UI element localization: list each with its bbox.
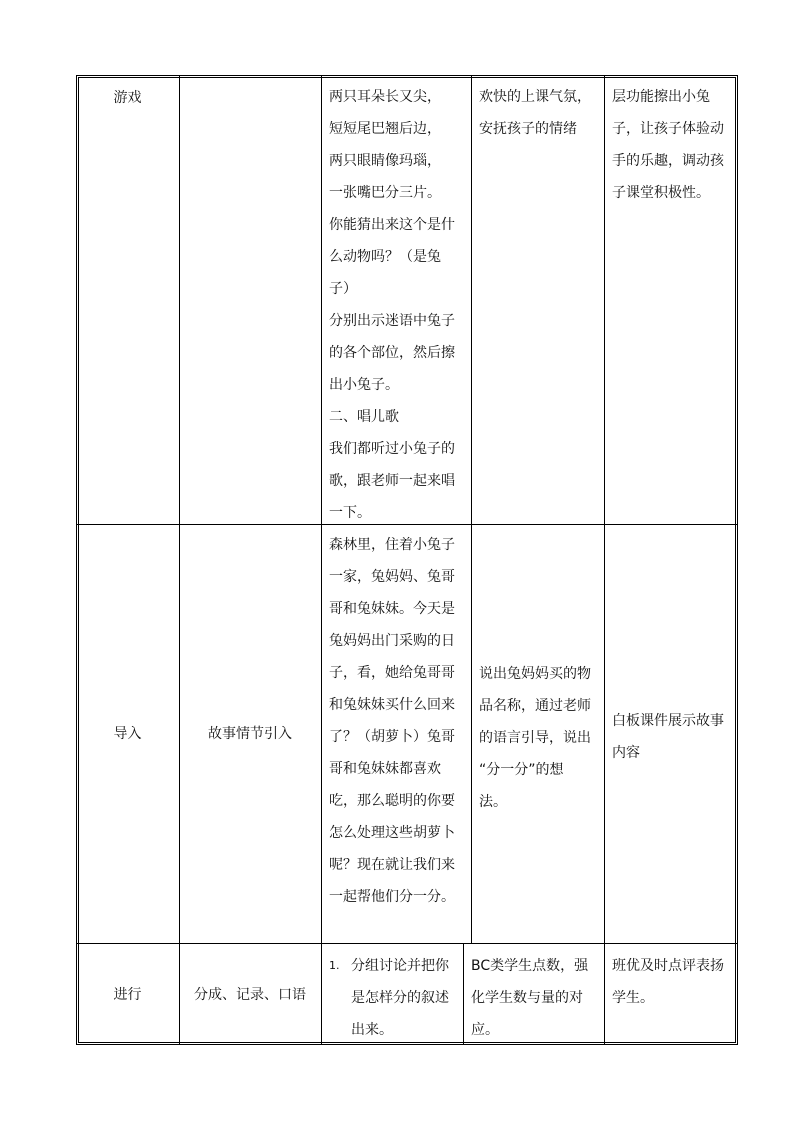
table-row-2-stage bbox=[76, 525, 179, 943]
text-line: 子，让孩子体验动 bbox=[612, 121, 724, 137]
text-line: 品名称，通过老师 bbox=[479, 698, 591, 714]
text-line: 分组讨论并把你 bbox=[351, 958, 449, 974]
text-line: 手的乐趣，调动孩 bbox=[612, 153, 724, 169]
text-line: 白板课件展示故事 bbox=[612, 713, 724, 729]
text-line: 我们都听过小兔子的 bbox=[329, 441, 455, 457]
text-line: 呢？现在就让我们来 bbox=[329, 857, 455, 873]
table-row-2-activity bbox=[179, 525, 321, 943]
text-line: 化学生数与量的对 bbox=[471, 990, 583, 1006]
text-line: 学生。 bbox=[612, 990, 654, 1006]
text-line: 出小兔子。 bbox=[329, 377, 399, 393]
table-row-2-teacher-activity bbox=[329, 529, 469, 913]
text-line: 的各个部位，然后擦 bbox=[329, 345, 455, 361]
text-line: 应。 bbox=[471, 1022, 499, 1038]
text-line: 班优及时点评表扬 bbox=[612, 958, 724, 974]
text-line: 层功能擦出小兔 bbox=[612, 89, 710, 105]
table-row-3-teacher-activity bbox=[329, 950, 461, 1046]
table-row-1-student-activity bbox=[479, 81, 601, 145]
text-line: 内容 bbox=[612, 745, 640, 761]
text-line: 安抚孩子的情绪 bbox=[479, 121, 577, 137]
table-row-1-teacher-activity bbox=[329, 81, 469, 529]
text-line: 一家，兔妈妈、兔哥 bbox=[329, 569, 455, 585]
text-line: 二、唱儿歌 bbox=[329, 409, 399, 425]
text-line: 欢快的上课气氛， bbox=[479, 89, 591, 105]
table-row-2-design-intent bbox=[612, 705, 734, 769]
column-divider bbox=[604, 75, 605, 1045]
text-line: 短短尾巴翘后边， bbox=[329, 121, 441, 137]
text-line: 子，看，她给兔哥哥 bbox=[329, 665, 455, 681]
stage-label: 导入 bbox=[113, 726, 142, 742]
text-line: 一下。 bbox=[329, 505, 371, 521]
column-divider bbox=[463, 943, 464, 1045]
text-line: 子课堂积极性。 bbox=[612, 185, 710, 201]
table-row-1-stage bbox=[76, 75, 179, 121]
activity-label: 分成、记录、口语 bbox=[194, 986, 306, 1003]
text-line: 两只耳朵长又尖， bbox=[329, 89, 441, 105]
text-line: 出来。 bbox=[351, 1022, 393, 1038]
text-line: 是怎样分的叙述 bbox=[351, 990, 449, 1006]
table-row-3-activity bbox=[179, 944, 321, 1045]
text-line: 子） bbox=[329, 281, 357, 297]
text-line: 说出兔妈妈买的物 bbox=[479, 666, 591, 682]
text-line: 森林里，住着小兔子 bbox=[329, 537, 455, 553]
text-line: 的语言引导，说出 bbox=[479, 730, 591, 746]
text-line: 吃，那么聪明的你要 bbox=[329, 793, 455, 809]
text-line: 你能猜出来这个是什 bbox=[329, 217, 455, 233]
activity-label: 故事情节引入 bbox=[208, 726, 292, 742]
table-row-2-student-activity bbox=[479, 658, 601, 818]
text-line: “分一分”的想 bbox=[479, 762, 564, 778]
text-line: 哥和兔妹妹。今天是 bbox=[329, 601, 455, 617]
table-row-3-student-activity bbox=[471, 950, 603, 1046]
text-line: 了？（胡萝卜）兔哥 bbox=[329, 729, 455, 745]
text-line: 法。 bbox=[479, 794, 507, 810]
text-line: 两只眼睛像玛瑙， bbox=[329, 153, 441, 169]
text-line: 兔妈妈出门采购的日 bbox=[329, 633, 455, 649]
text-line: 歌，跟老师一起来唱 bbox=[329, 473, 455, 489]
table-row-1-activity bbox=[179, 75, 321, 524]
table-row-3-stage bbox=[76, 944, 179, 1045]
text-line: BC类学生点数，强 bbox=[471, 958, 589, 974]
text-line: 么动物吗？（是兔 bbox=[329, 249, 441, 265]
text-line: 一起帮他们分一分。 bbox=[329, 889, 455, 905]
text-line: 分别出示迷语中兔子 bbox=[329, 313, 455, 329]
text-line: 一张嘴巴分三片。 bbox=[329, 185, 441, 201]
column-divider bbox=[321, 75, 322, 1045]
text-line: 怎么处理这些胡萝卜 bbox=[329, 825, 455, 841]
table-row-3-design-intent bbox=[612, 950, 734, 1014]
lesson-plan-table bbox=[76, 75, 738, 1045]
stage-label: 进行 bbox=[113, 986, 142, 1003]
list-number: 1. bbox=[329, 959, 340, 972]
stage-label: 游戏 bbox=[113, 90, 142, 106]
column-divider bbox=[471, 75, 472, 943]
text-line: 哥和兔妹妹都喜欢 bbox=[329, 761, 441, 777]
text-line: 和兔妹妹买什么回来 bbox=[329, 697, 455, 713]
table-row-1-design-intent bbox=[612, 81, 734, 209]
